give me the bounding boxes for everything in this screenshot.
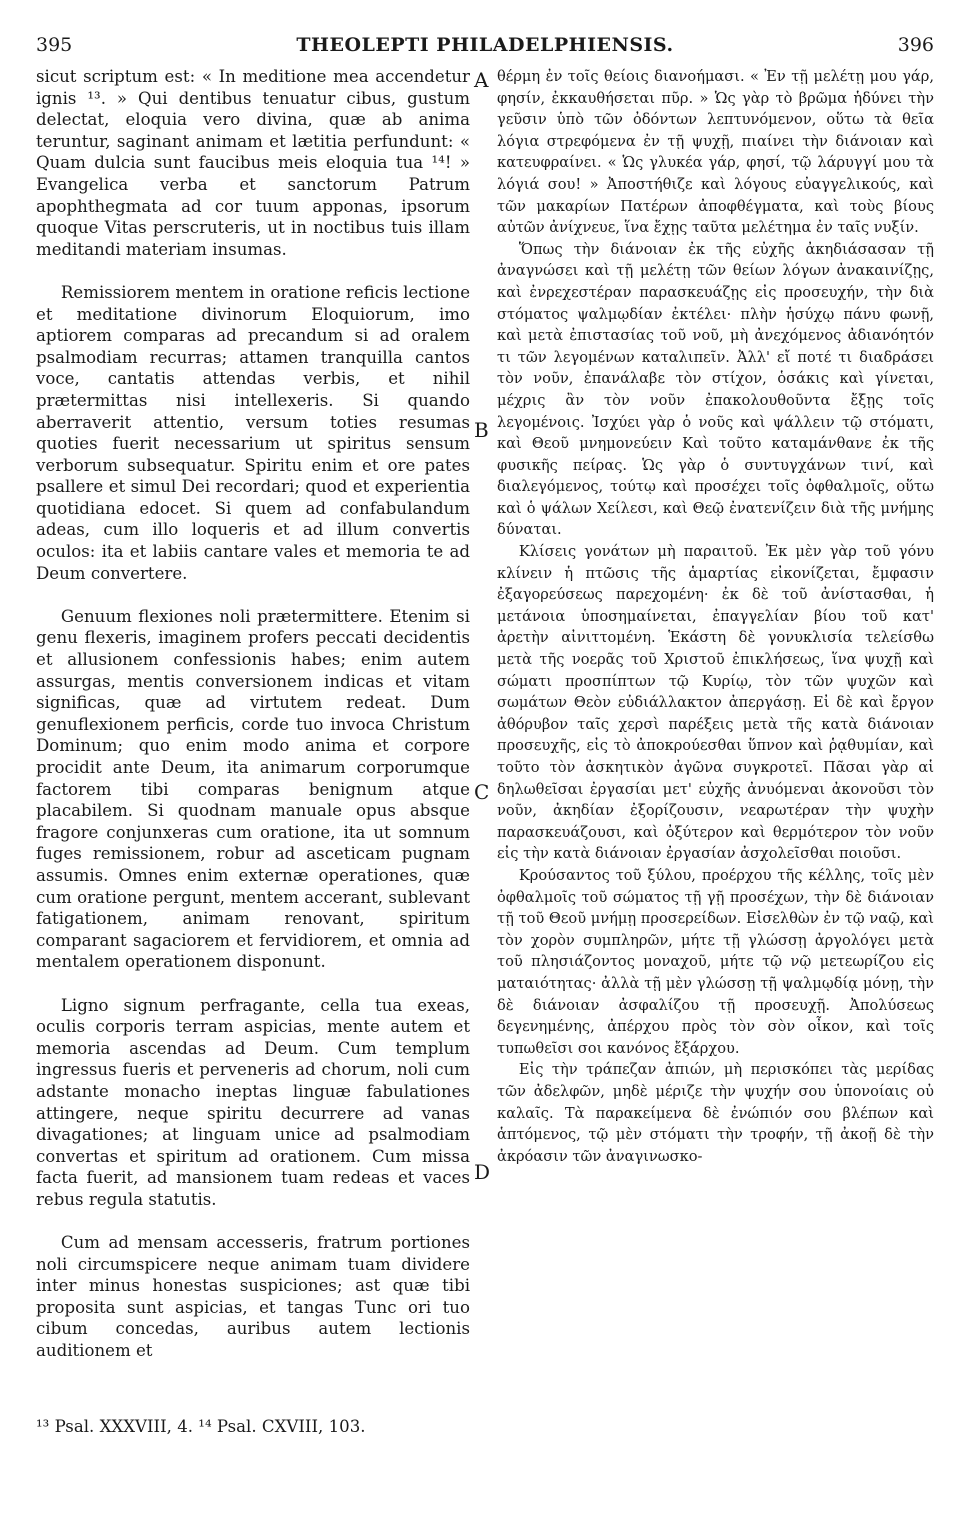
footnotes: [36, 1416, 470, 1438]
latin-paragraph: Ligno signum perfragante, cella tua exeas, oculis corporis terram aspicias, mente autem et memoria ascendas ad Deum. Cum templum ingressus fueris et perveneris ad chorum, noli cum adstante monacho ineptas linguæ fabulationes attingere, neque spiritu decurrere ad vanas divagationes; at linguam unice ad psalmodiam convertas et spiritum ad orationem. Cum missa facta fuerit, ad mansionem tuam redeas et vaces rebus regula statutis.: [36, 995, 470, 1209]
running-title: THEOLEPTI PHILADELPHIENSIS.: [296, 34, 674, 56]
footnote-text: ¹³ Psal. XXXVIII, 4. ¹⁴ Psal. CXVIII, 103.: [36, 1417, 366, 1436]
latin-column: [36, 66, 470, 1362]
greek-paragraph: θέρμη ἐν τοῖς θείοις διανοήμασι. « Ἐν τῇ μελέτῃ μου γάρ, φησίν, ἐκκαυθήσεται πῦρ. » Ὡς γὰρ τὸ βρῶμα ἡδύνει τὴν γεῦσιν ὑπὸ τῶν ὀδόντων λεπτυνόμενον, οὕτω τὰ θεῖα λόγια στρεφόμενα ἐν τῇ ψυχῇ, πιαίνει τὴν διάνοιαν καὶ κατευφραίνει. « Ὡς γλυκέα γάρ, φησί, τῷ λάρυγγί μου τὰ λόγιά σου! » Ἀποστήθιζε καὶ λόγους εὐαγγελικούς, καὶ τῶν μακαρίων Πατέρων ἀποφθέγματα, καὶ τοὺς βίους αὐτῶν ἀνίχνευε, ἵνα ἔχῃς ταῦτα μελέτημα ἐν ταῖς νυξίν.: [497, 68, 934, 237]
section-mark-c: C: [474, 780, 490, 804]
section-mark-b: B: [474, 418, 489, 442]
greek-paragraph: Κρούσαντος τοῦ ξύλου, προέρχου τῆς κέλλης, τοῖς μὲν ὀφθαλμοῖς τοῦ σώματος τῇ γῇ προσέχων, τὴν δὲ διάνοιαν τῇ τοῦ Θεοῦ μνήμῃ προσερείδων. Εἰσελθὼν ἐν τῷ ναῷ, καὶ τὸν χορὸν συμπληρῶν, μήτε τῇ γλώσσῃ ἀργολόγει μετὰ τοῦ πλησιάζοντος μοναχοῦ, μήτε τῷ νῷ μετεωρίζου εἰς ματαιότητας· ἀλλὰ τῇ μὲν γλώσσῃ τῇ ψαλμῳδίᾳ μόνῃ, τὴν δὲ διάνοιαν ἀσφαλίζου τῇ προσευχῇ. Ἀπολύσεως δεγενημένης, ἀπέρχου πρὸς τὸν σὸν οἶκον, καὶ τοῖς τυπωθεῖσι σοι κανόνος ἔξάρχου.: [497, 866, 934, 1057]
latin-paragraph: Cum ad mensam accesseris, fratrum portiones noli circumspicere neque animam tuam dividere inter minus honestas suspiciones; ast quæ tibi proposita sunt aspicias, et tangas Tunc ori tuo cibum concedas, auribus autem lectionis auditionem et: [36, 1233, 470, 1361]
page-number-left: 395: [36, 34, 73, 56]
greek-column: [497, 66, 934, 1167]
latin-paragraph: Genuum flexiones noli prætermittere. Etenim si genu flexeris, imaginem profers peccati decidentis et allusionem confessionis habes; enim autem assurgas, mentis conversionem indicas et vitam significas, quæ ad virtutem redeat. Dum genuflexionem perficis, corde tuo invoca Christum Dominum; quo enim modo anima et corpore procidit ante Deum, ita animarum corporumque factorem tibi comparas benignum atque placabilem. Si quodnam manuale opus absque fragore conjunxeras cum oratione, ita ut somnum fuges remissionem, robur ad asceticam pugnam assumis. Omnes enim externæ operationes, quæ cum oratione pergunt, mentem accerant, sublevant fatigationem, animam renovant, spiritum comparant sagaciorem et fervidiorem, et omnia ad mentalem operationem disponunt.: [36, 606, 470, 972]
latin-paragraph: sicut scriptum est: « In meditione mea accendetur ignis ¹³. » Qui dentibus tenuatur cibus, gustum delectat, eloquia vero divina, quæ ab anima teruntur, saginant animam et lætitia perfundunt: « Quam dulcia sunt faucibus meis eloquia tua ¹⁴! » Evangelica verba et sanctorum Patrum apophthegmata ad cor tuum apponas, ipsorum quoque Vitas perscruteris, ut in noctibus tuis illam meditandi materiam insumas.: [36, 67, 470, 259]
greek-paragraph: Εἰς τὴν τράπεζαν ἀπιών, μὴ περισκόπει τὰς μερίδας τῶν ἀδελφῶν, μηδὲ μέριζε τὴν ψυχήν σου ὑπονοίαις οὐ καλαῖς. Τὰ παρακείμενα δὲ ἐνώπιόν σου βλέπων καὶ ἁπτόμενος, τῷ μὲν στόματι τὴν τροφήν, τῇ ἀκοῇ δὲ τὴν ἀκρόασιν τῶν ἀναγινωσκο-: [497, 1061, 934, 1165]
running-header: [36, 34, 934, 60]
latin-paragraph: Remissiorem mentem in oratione reficis lectione et meditatione divinorum Eloquiorum, imo aptiorem comparas ad precandum si ad oralem psalmodiam recurras; attamen tranquilla cantos voce, cantatis attendas verbis, et nihil prætermittas nisi intellexeris. Si quando aberraverit attentio, versum toties resumas quoties fuerit necessarium ut spiritus sensum verborum subsequatur. Spiritu enim et ore pates psallere et simul Dei recordari; quod et experientia quotidiana edocet. Si quem ad confabulandum adeas, cum illo loqueris et ad illum convertis oculos: ita et labiis cantare vales et memoria te ad Deum convertere.: [36, 282, 471, 583]
page-number-right: 396: [897, 34, 934, 56]
section-mark-a: A: [474, 68, 489, 92]
greek-paragraph: Κλίσεις γονάτων μὴ παραιτοῦ. Ἐκ μὲν γὰρ τοῦ γόνυ κλίνειν ἡ πτῶσις τῆς ἁμαρτίας εἰκονίζεται, ἔμφασιν ἐξαγορεύσεως παρεχομένη· ἐκ δὲ τοῦ ἀνίστασθαι, ἡ μετάνοια ὑποσημαίνεται, ἐπαγγελίαν βίου τοῦ κατ' ἀρετὴν αἰνιττομένη. Ἑκάστη δὲ γονυκλισία τελείσθω μετὰ τῆς νοερᾶς τοῦ Χριστοῦ ἐπικλήσεως, ἵνα ψυχῇ καὶ σώματι προσπίπτων τῷ Κυρίῳ, τὸν τῶν ψυχῶν καὶ σωμάτων Θεὸν εὐδιάλλακτον ἀπεργάσῃ. Εἰ δὲ καὶ ἔργον ἀθόρυβον ταῖς χερσὶ παρέξεις μετὰ τῆς κατὰ διάνοιαν προσευχῆς, εἰς τὸ ἀποκρούεσθαι ὕπνον καὶ ῥᾳθυμίαν, καὶ τοῦτο τὸν ἀσκητικὸν ἀγῶνα συγκροτεῖ. Πᾶσαι γὰρ αἱ δηλωθεῖσαι ἐργασίαι μετ' εὐχῆς ἀνυόμεναι ἀκονοῦσι τὸν νοῦν, ἀκηδίαν ἐξορίζουσιν, νεαρωτέραν τὴν ψυχὴν παρασκευάζουσι, καὶ ὀξύτερον καὶ θερμότερον τὸν νοῦν εἰς τὴν κατὰ διάνοιαν ἐργασίαν ἀσχολεῖσθαι ποιοῦσι.: [497, 543, 934, 863]
section-mark-d: D: [474, 1160, 491, 1184]
greek-paragraph: Ὅπως τὴν διάνοιαν ἐκ τῆς εὐχῆς ἀκηδιάσασαν τῇ ἀναγνώσει καὶ τῇ μελέτῃ τῶν θείων λόγων ἀνακαινίζῃς, καὶ ἐνρεχεστέραν παρασκευάζῃς εἰς προσευχήν, τὴν διὰ στόματος ψαλμῳδίαν ἐκτέλει· πλὴν ἡσύχῳ πάνυ φωνῇ, καὶ μετὰ ἐπιστασίας τοῦ νοῦ, μὴ ἀνεχόμενος ἀδιανόητόν τι τῶν λεγομένων καταλιπεῖν. Ἀλλ' εἴ ποτέ τι διαδράσει τὸν νοῦν, ἐπανάλαβε τὸν στίχον, ὁσάκις καὶ γίνεται, μέχρις ἂν τὸν νοῦν ἐπακολουθοῦντα ἔξῃς τοῖς λεγομένοις. Ἰσχύει γὰρ ὁ νοῦς καὶ ψάλλειν τῷ στόματι, καὶ Θεοῦ μνημονεύειν Καὶ τοῦτο καταμάνθανε ἐκ τῆς φυσικῆς πείρας. Ὡς γὰρ ὁ συντυγχάνων τινί, καὶ διαλεγόμενος, τούτῳ καὶ προσέχει τοῖς ὀφθαλμοῖς, οὕτω καὶ ὁ ψάλων Χείλεσι, καὶ Θεῷ ἐνατενίζειν διὰ τῆς μνήμης δύναται.: [497, 240, 934, 539]
